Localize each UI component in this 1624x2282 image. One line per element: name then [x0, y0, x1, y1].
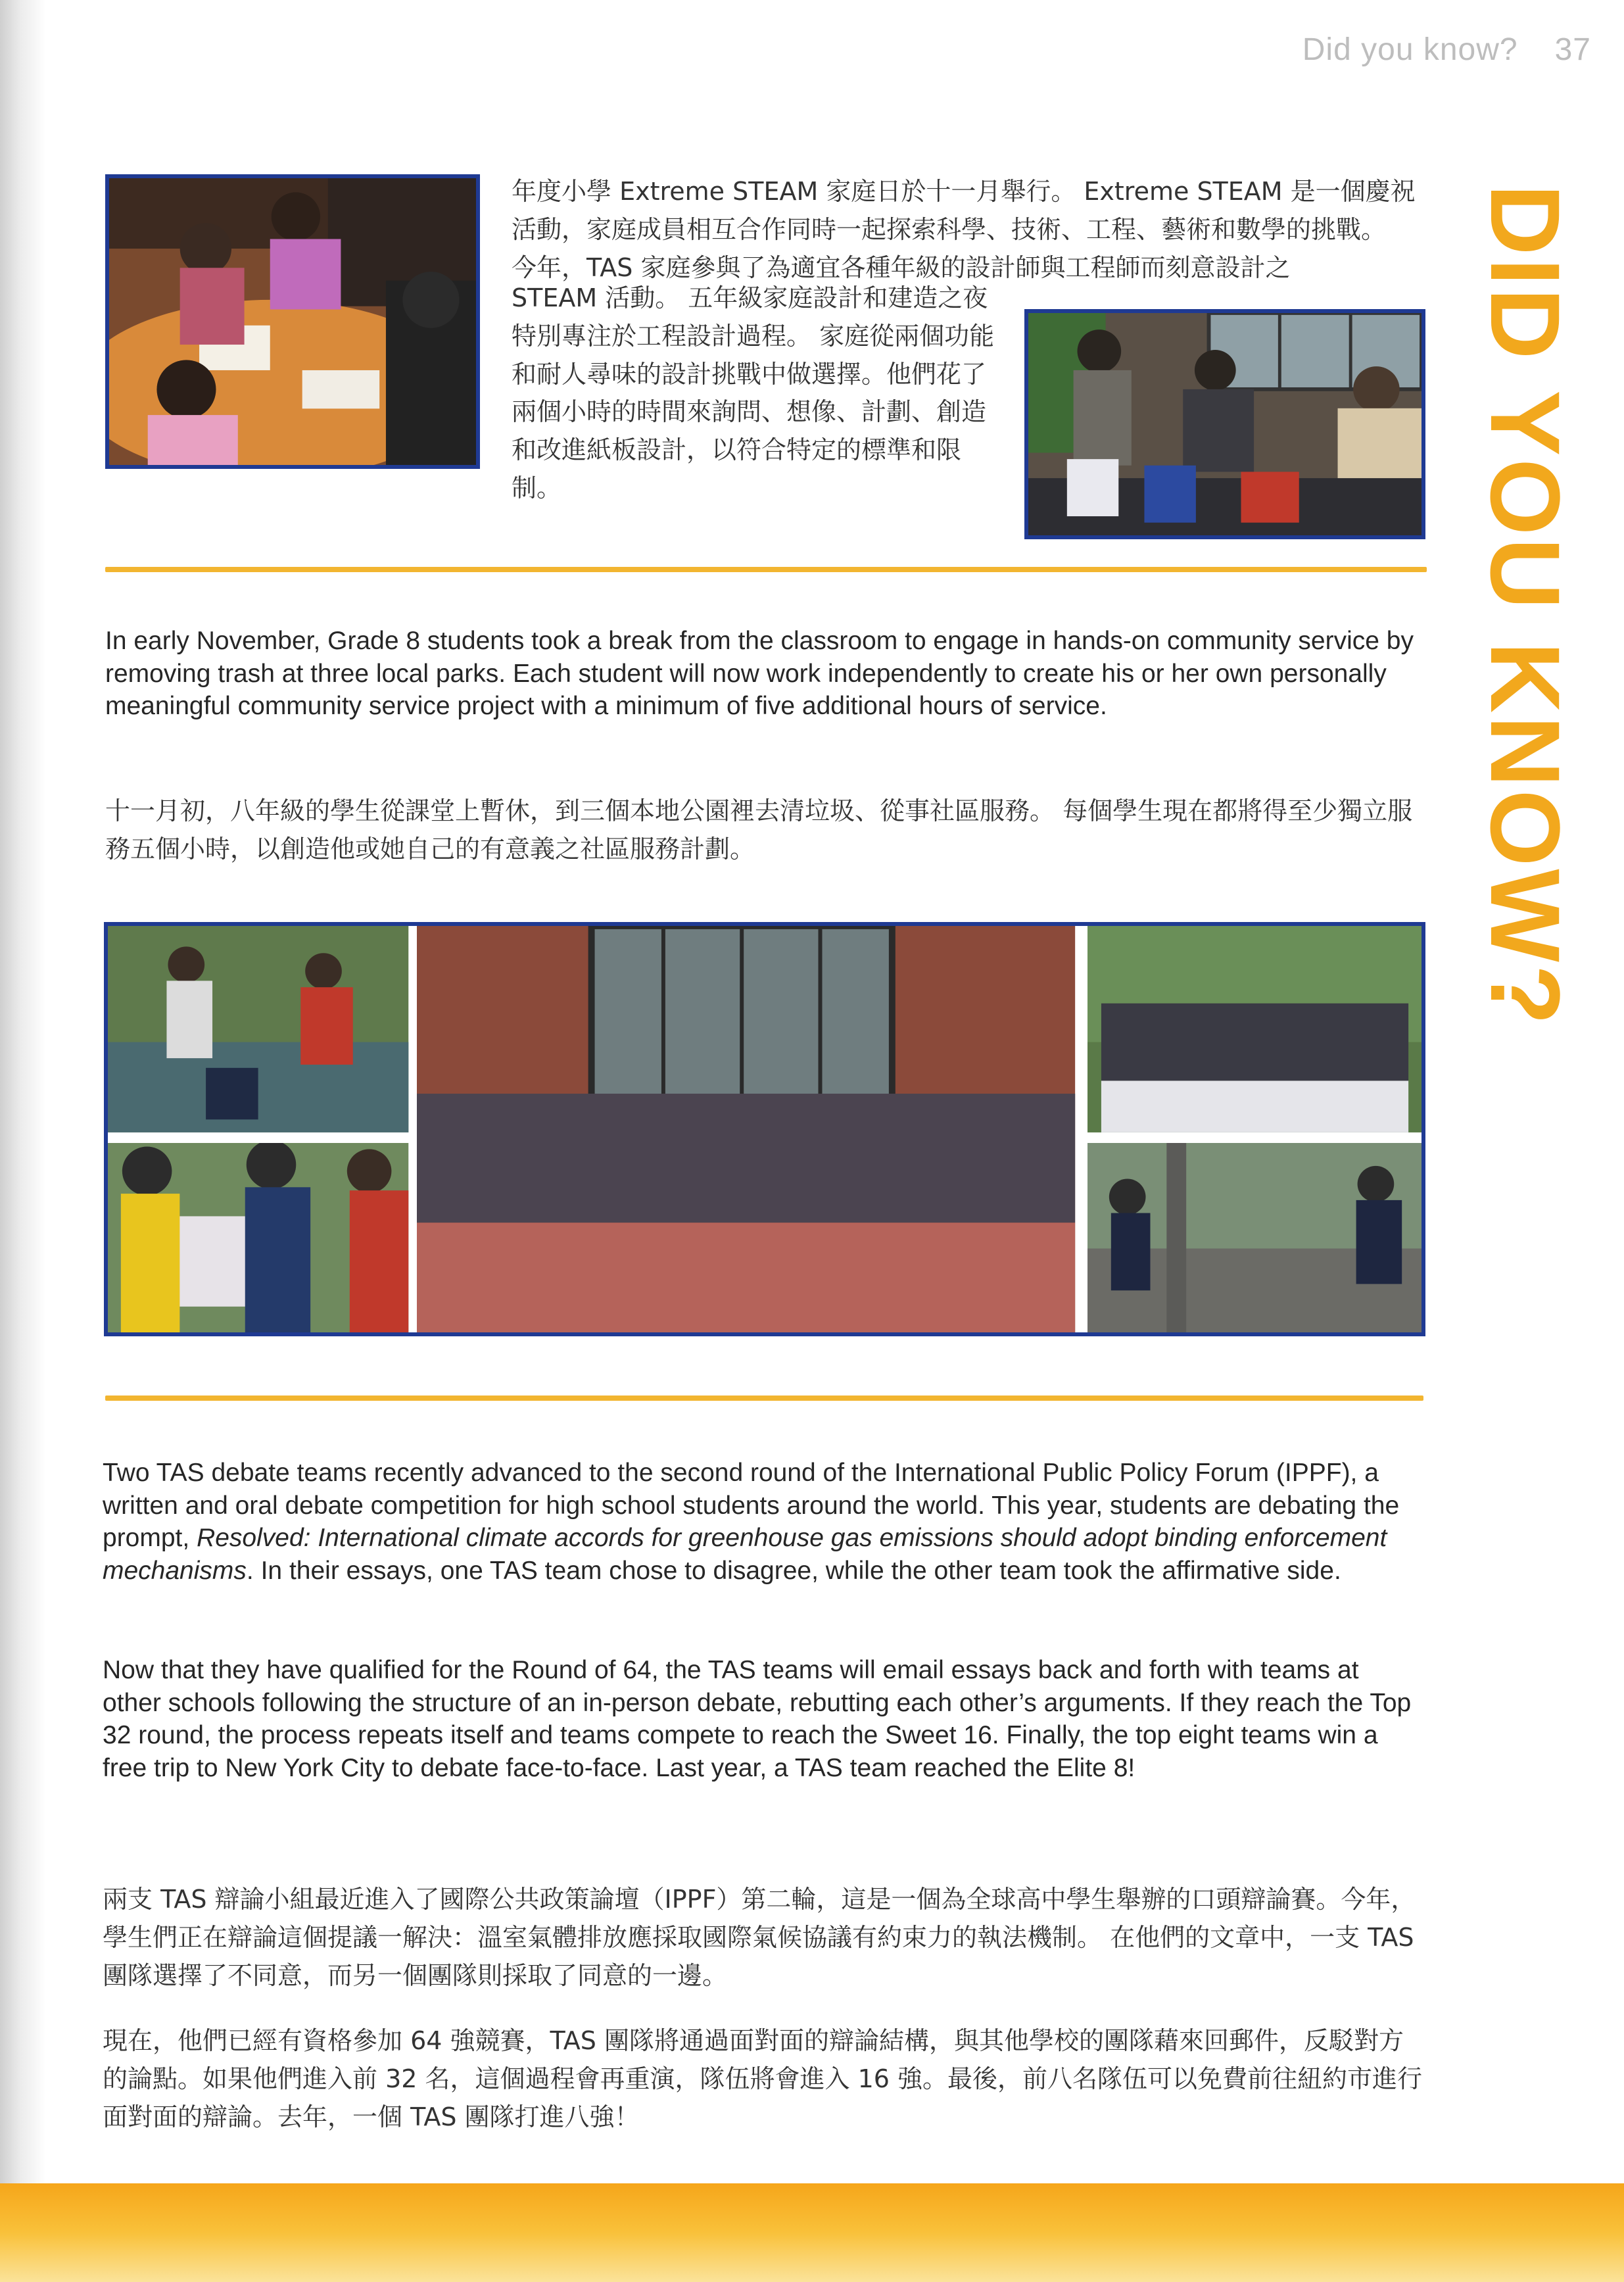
collage-separator-h2 — [1087, 1136, 1425, 1143]
collage-separator-h1 — [108, 1136, 410, 1143]
page-number: 37 — [1554, 32, 1591, 67]
side-title: DID YOU KNOW? — [1470, 184, 1581, 1028]
debate-text-zh-1: 兩支 TAS 辯論小組最近進入了國際公共政策論壇（IPPF）第二輪，這是一個為全球高中學生舉辦的口頭辯論賽。今年，學生們正在辯論這個提議一解決：溫室氣體排放應採取國際氣候協議有約束力的執法機制。 在他們的文章中，一支 TAS 團隊選擇了不同意，而另一個團隊則採取了同意的一邊。 — [103, 1885, 1416, 1990]
debate-prompt: Resolved: International climate accords for greenhouse gas emissions should adopt binding enforcement mechanisms — [103, 1524, 1387, 1585]
steam-photo-right — [1024, 309, 1425, 539]
section-divider-2 — [105, 1396, 1423, 1401]
section-divider-1 — [105, 567, 1427, 572]
debate-text-en-1a: Two TAS debate teams recently advanced to the second round of the International Public Policy Forum (IPPF), a written and oral debate competition for high school students around the world. This year, students are debating the prompt, — [103, 1459, 1400, 1553]
service-paragraph-en — [105, 625, 1420, 723]
debate-paragraph-en-2 — [103, 1654, 1424, 1784]
debate-paragraph-zh-2 — [103, 2022, 1424, 2136]
page-gutter-shadow — [0, 0, 46, 2282]
steam-photo-left — [105, 174, 480, 469]
steam-text-zh-1: 年度小學 Extreme STEAM 家庭日於十一月舉行。 Extreme STEAM 是一個慶祝活動，家庭成員相互合作同時一起探索科學、技術、工程、藝術和數學的挑戰。 今年，TAS 家庭參與了為適宜各種年級的設計師與工程師而刻意設計之 — [512, 177, 1416, 282]
debate-paragraph-en-1 — [103, 1457, 1424, 1587]
service-text-zh: 十一月初，八年級的學生從課堂上暫休，到三個本地公園裡去清垃圾、從事社區服務。 每個學生現在都將得至少獨立服務五個小時，以創造他或她自己的有意義之社區服務計劃。 — [105, 796, 1413, 863]
steam-paragraph-zh-side — [512, 279, 998, 508]
service-text-en: In early November, Grade 8 students took a break from the classroom to engage in hands-on community service by removing trash at three local parks. Each student will now work independently to create his or her own personally meaningful community service project with a minimum of five additional hours of service. — [105, 627, 1414, 721]
steam-text-zh-2: STEAM 活動。 五年級家庭設計和建造之夜特別專注於工程設計過程。 家庭從兩個功能和耐人尋味的設計挑戰中做選擇。他們花了兩個小時的時間來詢問、想像、計劃、創造和改進紙板設計，以符合特定的標準和限制。 — [512, 283, 995, 502]
service-photo-collage — [104, 922, 1425, 1336]
debate-text-en-1b: . In their essays, one TAS team chose to disagree, while the other team took the affirmative side. — [246, 1556, 1341, 1585]
steam-paragraph-zh-top — [512, 173, 1419, 287]
service-paragraph-zh — [105, 792, 1420, 869]
debate-text-en-2: Now that they have qualified for the Round of 64, the TAS teams will email essays back and forth with teams at other schools following the structure of an in-person debate, rebutting each other’s arguments. If they reach the Top 32 round, the process repeats itself and teams compete to reach the Sweet 16. Finally, the top eight teams win a free trip to New York City to debate face-to-face. Last year, a TAS team reached the Elite 8! — [103, 1656, 1412, 1782]
running-header — [1302, 32, 1591, 68]
debate-paragraph-zh-1 — [103, 1881, 1424, 1995]
debate-text-zh-2: 現在，他們已經有資格參加 64 強競賽，TAS 團隊將通過面對面的辯論結構，與其他學校的團隊藉來回郵件，反駁對方的論點。如果他們進入前 32 名，這個過程會再重演，隊伍將會進入 16 強。最後，前八名隊伍可以免費前往紐約市進行面對面的辯論。去年，一個 TAS 團隊打進八強！ — [103, 2026, 1423, 2131]
collage-separator-v1 — [410, 926, 417, 1336]
footer-color-bar — [0, 2183, 1624, 2282]
collage-separator-v2 — [1081, 926, 1087, 1336]
section-label: Did you know? — [1302, 32, 1518, 67]
